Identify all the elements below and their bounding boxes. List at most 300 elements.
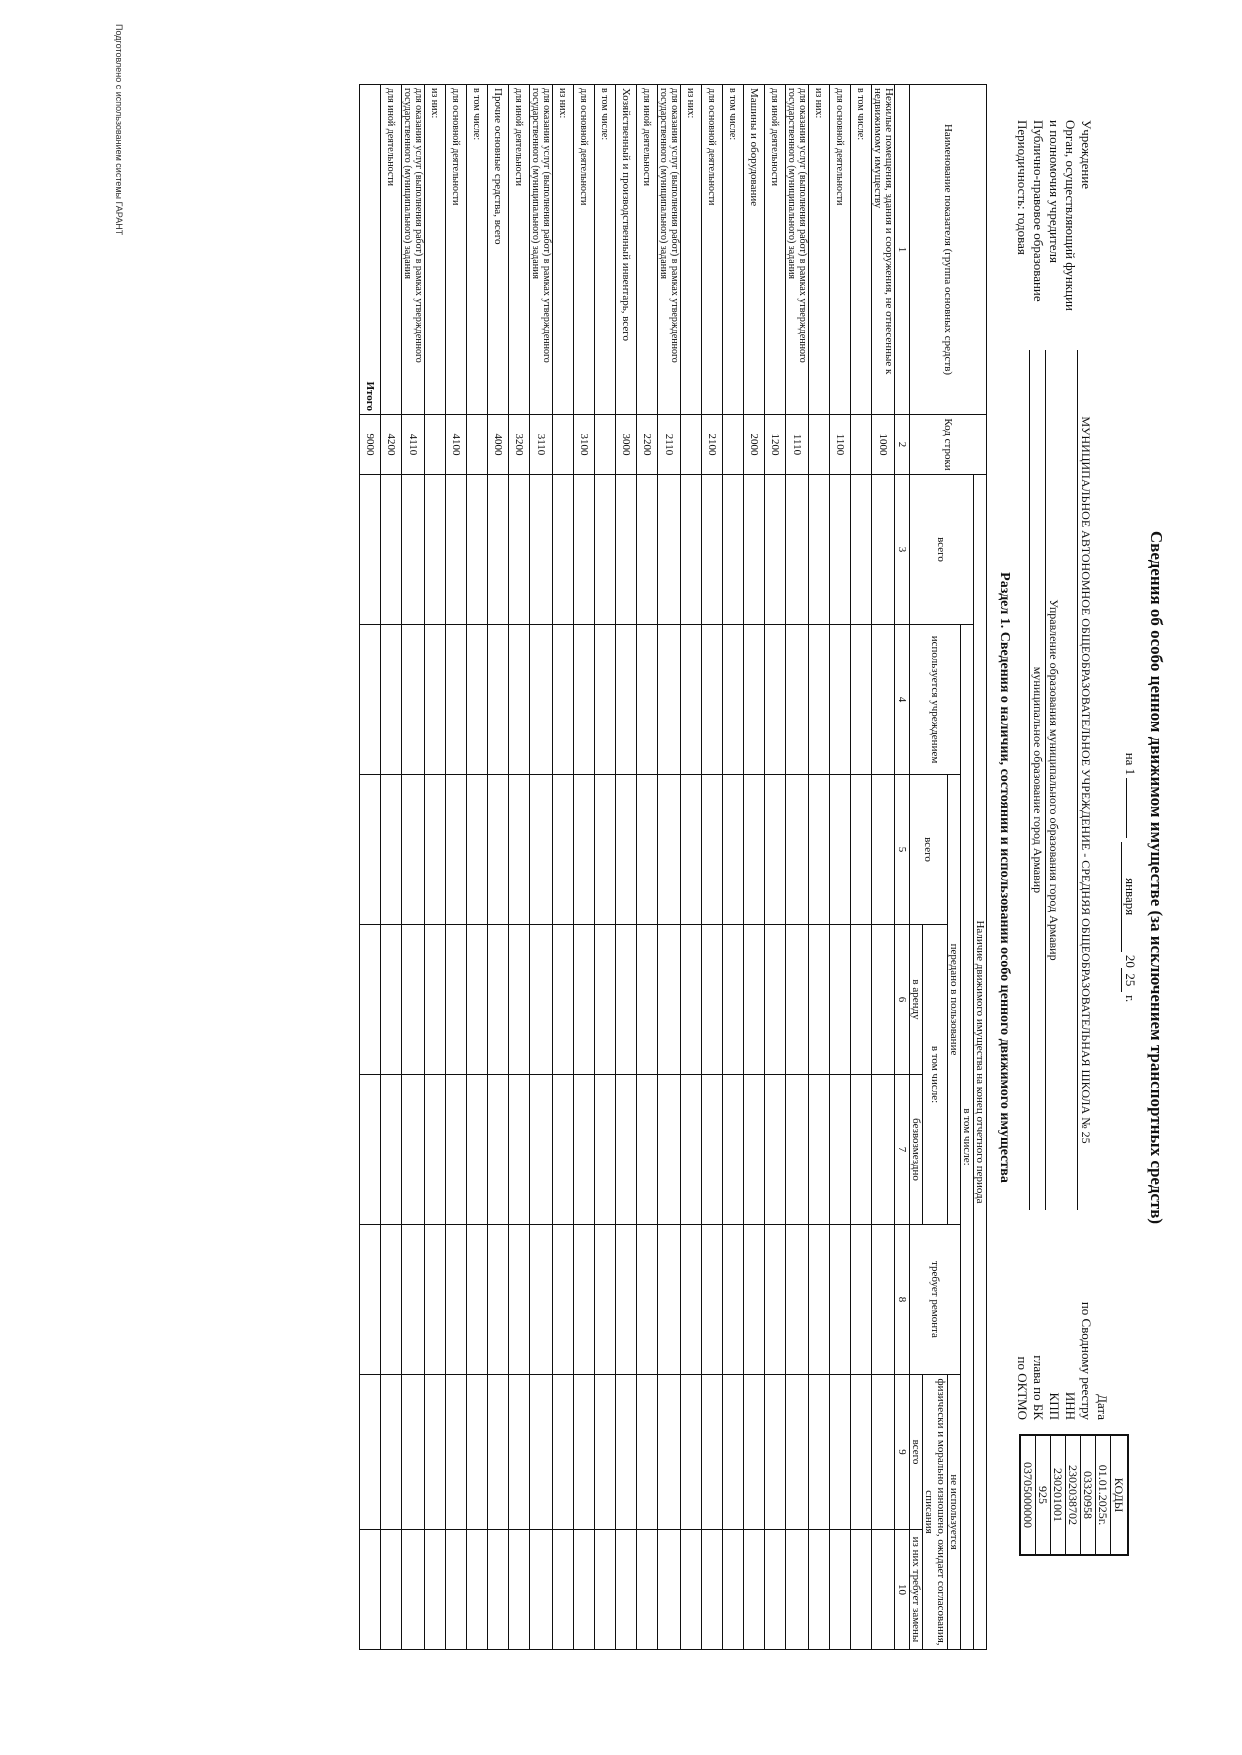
cell [637,475,658,625]
cell [765,925,786,1075]
row-code: 3000 [616,415,637,475]
cell [402,1075,425,1225]
table-row [637,85,658,1650]
cell [446,1225,467,1375]
table-row [658,85,681,1650]
row-code [467,415,488,475]
cell [467,1375,488,1530]
cell [530,1530,553,1650]
ppo-label: Публично-правовое образование [1031,120,1046,302]
row-name: Прочие основные средства, всего [488,85,509,415]
cell [425,1375,446,1530]
th-code: Код строки [910,415,987,475]
cell [574,1530,595,1650]
row-name: для основной деятельности [446,85,467,415]
cell [809,625,830,775]
cell [744,1530,765,1650]
founder-value: Управление образования муниципального образования город Армавир [1045,350,1062,1210]
cell [851,925,872,1075]
cell [658,475,681,625]
col-number: 9 [895,1375,910,1530]
cell [360,1075,381,1225]
cell [637,1225,658,1375]
row-name: из них: [553,85,574,415]
cell [723,475,744,625]
cell [595,1530,616,1650]
cell [765,775,786,925]
table-row [809,85,830,1650]
cell [830,1375,851,1530]
cell [830,1075,851,1225]
cell [488,1075,509,1225]
cell [530,925,553,1075]
row-code [553,415,574,475]
row-name: в том числе: [595,85,616,415]
cell [872,775,895,925]
row-name: для оказания услуг (выполнения работ) в рамках утвержденного государственного (муниципального) задания [786,85,809,415]
cell [637,775,658,925]
cell [681,625,702,775]
cell [786,775,809,925]
cell [488,925,509,1075]
cell [765,1375,786,1530]
th-free: безвозмездно [910,1075,923,1225]
cell [574,1375,595,1530]
th-wear: физически и морально изношено, ожидает согласования, списания [923,1375,948,1650]
date-year-prefix: 20 [1123,954,1138,968]
row-name: в том числе: [467,85,488,415]
col-number: 5 [895,775,910,925]
th-not-used: не используется [948,1375,961,1650]
cell [595,1075,616,1225]
col-number: 7 [895,1075,910,1225]
cell [637,625,658,775]
cell [872,1075,895,1225]
cell [381,625,402,775]
cell [574,1225,595,1375]
cell [425,925,446,1075]
cell [381,925,402,1075]
founder-label-2: и полномочия учредителя [1047,120,1062,263]
row-code: 2000 [744,415,765,475]
col-number: 4 [895,625,910,775]
cell [658,1530,681,1650]
header-meta [1014,120,1110,1420]
institution-label: Учреждение [1079,120,1094,190]
cell [381,1075,402,1225]
cell [809,1375,830,1530]
cell [723,1075,744,1225]
cell [658,1225,681,1375]
cell [744,625,765,775]
cell [851,1075,872,1225]
cell [681,925,702,1075]
cell [402,1530,425,1650]
meta-row-period [1014,120,1030,1420]
cell [723,775,744,925]
cell [360,775,381,925]
cell [553,1530,574,1650]
cell [786,1075,809,1225]
cell [467,625,488,775]
table-row [616,85,637,1650]
code-value-date: 01.01.2025г. [1095,1436,1110,1554]
founder-label-1: Орган, осуществляющий функции [1063,120,1078,311]
table-row [872,85,895,1650]
cell [702,1375,723,1530]
cell [616,925,637,1075]
th-transferred-including: в том числе: [923,925,948,1225]
cell [872,625,895,775]
codes-box [1019,1434,1129,1556]
cell [658,625,681,775]
cell [681,475,702,625]
row-code [851,415,872,475]
cell [616,775,637,925]
cell [425,1075,446,1225]
code-label-inn: ИНН [1063,1391,1078,1420]
table-row [402,85,425,1650]
date-month: января [1121,842,1138,952]
code-label-oktmo: по ОКТМО [1015,1356,1030,1420]
cell [509,775,530,925]
cell [509,475,530,625]
cell [872,925,895,1075]
row-name: для иной деятельности [765,85,786,415]
cell [830,475,851,625]
row-code: 2100 [702,415,723,475]
cell [637,1530,658,1650]
cell [681,775,702,925]
cell [809,1530,830,1650]
cell [616,625,637,775]
row-code: 4000 [488,415,509,475]
cell [553,775,574,925]
cell [530,1075,553,1225]
date-year: 25 [1121,968,1138,992]
cell [488,775,509,925]
cell [809,475,830,625]
cell [446,1075,467,1225]
document-title: Сведения об особо ценном движимом имуществе (за исключением транспортных средств) [1147,530,1166,1225]
th-replace: из них требует замены [910,1530,923,1650]
row-code [425,415,446,475]
cell [702,1530,723,1650]
cell [488,1225,509,1375]
cell [553,625,574,775]
row-name: Хозяйственный и производственный инвентарь, всего [616,85,637,415]
row-name: из них: [425,85,446,415]
row-name: для основной деятельности [830,85,851,415]
table-row [681,85,702,1650]
cell [658,925,681,1075]
cell [553,1225,574,1375]
cell [381,475,402,625]
cell [830,625,851,775]
table-row [530,85,553,1650]
date-suffix: г. [1123,995,1138,1003]
row-code: 1000 [872,415,895,475]
cell [530,775,553,925]
code-label-registry: по Сводному реестру [1079,1301,1094,1420]
cell [744,1075,765,1225]
code-label-bk: глава по БК [1031,1355,1046,1420]
table-row [723,85,744,1650]
cell [616,1375,637,1530]
cell [658,1375,681,1530]
meta-row-date [1094,120,1110,1420]
table-row [830,85,851,1650]
row-name: для иной деятельности [509,85,530,415]
cell [702,1075,723,1225]
cell [872,1530,895,1650]
code-label-kpp: КПП [1047,1392,1062,1420]
row-code [595,415,616,475]
cell [467,475,488,625]
row-name: в том числе: [723,85,744,415]
table-row [786,85,809,1650]
row-name: в том числе: [851,85,872,415]
cell [488,1375,509,1530]
cell [402,1225,425,1375]
cell [723,1375,744,1530]
cell [381,775,402,925]
cell [702,475,723,625]
cell [681,1530,702,1650]
cell [360,1225,381,1375]
cell [574,925,595,1075]
cell [681,1075,702,1225]
th-rent: в аренду [910,925,923,1075]
table-row [446,85,467,1650]
cell [786,925,809,1075]
cell [402,1375,425,1530]
code-value-registry: 03320958 [1080,1436,1095,1554]
cell [723,1225,744,1375]
cell [574,625,595,775]
col-number: 3 [895,475,910,625]
row-code: 4110 [402,415,425,475]
cell [702,625,723,775]
cell [509,1075,530,1225]
cell [851,775,872,925]
row-code: 3100 [574,415,595,475]
cell [765,1225,786,1375]
cell [830,1530,851,1650]
cell [765,1075,786,1225]
row-code: 1110 [786,415,809,475]
cell [723,925,744,1075]
row-name: для оказания услуг (выполнения работ) в рамках утвержденного государственного (муниципального) задания [402,85,425,415]
row-code: 3110 [530,415,553,475]
cell [637,1075,658,1225]
cell [530,625,553,775]
cell [553,475,574,625]
cell [360,1530,381,1650]
table-row [851,85,872,1650]
cell [574,775,595,925]
cell [786,475,809,625]
cell [786,625,809,775]
cell [446,625,467,775]
cell [851,625,872,775]
cell [872,1225,895,1375]
table-row [553,85,574,1650]
cell [446,1530,467,1650]
col-number: 1 [895,85,910,415]
cell [744,475,765,625]
cell [723,1530,744,1650]
table-row [381,85,402,1650]
col-number: 2 [895,415,910,475]
cell [360,925,381,1075]
th-repair: требует ремонта [910,1225,961,1375]
cell [509,1530,530,1650]
cell [658,775,681,925]
cell [381,1530,402,1650]
table-row [744,85,765,1650]
meta-row-institution [1078,120,1094,1420]
cell [402,775,425,925]
table-row [488,85,509,1650]
cell [872,475,895,625]
cell [467,1075,488,1225]
codes-header: КОДЫ [1110,1436,1127,1554]
cell [402,475,425,625]
cell [446,475,467,625]
th-used: используется учреждением [910,625,961,775]
table-row [574,85,595,1650]
cell [616,1225,637,1375]
cell [509,925,530,1075]
row-code [809,415,830,475]
cell [595,775,616,925]
row-code: 4200 [381,415,402,475]
cell [595,1375,616,1530]
cell [595,625,616,775]
garant-note: Подготовлено с использованием системы ГАРАНТ [114,24,124,236]
cell [509,1375,530,1530]
cell [553,925,574,1075]
table-row [702,85,723,1650]
cell [574,1075,595,1225]
cell [402,925,425,1075]
row-code [723,415,744,475]
th-total: всего [910,475,974,625]
cell [446,925,467,1075]
cell [467,925,488,1075]
cell [425,775,446,925]
th-including: в том числе: [961,625,974,1650]
date-day-blank [1126,778,1127,838]
cell [530,1375,553,1530]
cell [809,775,830,925]
col-number: 8 [895,1225,910,1375]
cell [744,1375,765,1530]
code-label-date: Дата [1095,1394,1110,1420]
row-code: 9000 [360,415,381,475]
cell [765,1530,786,1650]
th-transferred-total: всего [910,775,948,925]
cell [872,1375,895,1530]
th-availability: Наличие движимого имущества на конец отчетного периода [974,475,987,1650]
row-name: для оказания услуг (выполнения работ) в рамках утвержденного государственного (муниципального) задания [530,85,553,415]
cell [830,1225,851,1375]
table-row-total [360,85,381,1650]
cell [786,1375,809,1530]
table-row [765,85,786,1650]
cell [637,925,658,1075]
code-value-inn: 2302038702 [1065,1436,1080,1554]
cell [574,475,595,625]
cell [702,775,723,925]
row-name-total: Итого [360,85,381,415]
meta-row-ppo [1030,120,1046,1420]
cell [637,1375,658,1530]
cell [616,1075,637,1225]
row-name: для иной деятельности [381,85,402,415]
row-name: из них: [809,85,830,415]
cell [702,1225,723,1375]
cell [446,775,467,925]
cell [530,475,553,625]
cell [658,1075,681,1225]
cell [509,1225,530,1375]
cell [425,475,446,625]
cell [553,1375,574,1530]
cell [786,1225,809,1375]
cell [744,775,765,925]
cell [851,1225,872,1375]
row-name: для основной деятельности [702,85,723,415]
cell [488,1530,509,1650]
cell [360,625,381,775]
cell [765,475,786,625]
cell [830,775,851,925]
cell [360,475,381,625]
row-code: 1100 [830,415,851,475]
date-prefix: на 1 [1123,752,1138,776]
row-name: для иной деятельности [637,85,658,415]
cell [809,925,830,1075]
th-name: Наименование показателя (группа основных средств) [910,85,987,415]
cell [702,925,723,1075]
cell [488,625,509,775]
table-row [509,85,530,1650]
code-value-bk: 925 [1035,1436,1050,1554]
row-code: 2200 [637,415,658,475]
col-number: 6 [895,925,910,1075]
cell [467,775,488,925]
cell [851,1530,872,1650]
cell [467,1225,488,1375]
row-code [681,415,702,475]
cell [425,625,446,775]
cell [851,475,872,625]
cell [360,1375,381,1530]
row-code: 4100 [446,415,467,475]
row-name: для основной деятельности [574,85,595,415]
cell [765,625,786,775]
cell [616,475,637,625]
cell [595,475,616,625]
cell [446,1375,467,1530]
cell [744,925,765,1075]
meta-row-founder-2 [1046,120,1062,1420]
row-name: Машины и оборудование [744,85,765,415]
row-name: Нежилые помещения, здания и сооружения, не отнесенные к недвижимому имуществу [872,85,895,415]
cell [786,1530,809,1650]
